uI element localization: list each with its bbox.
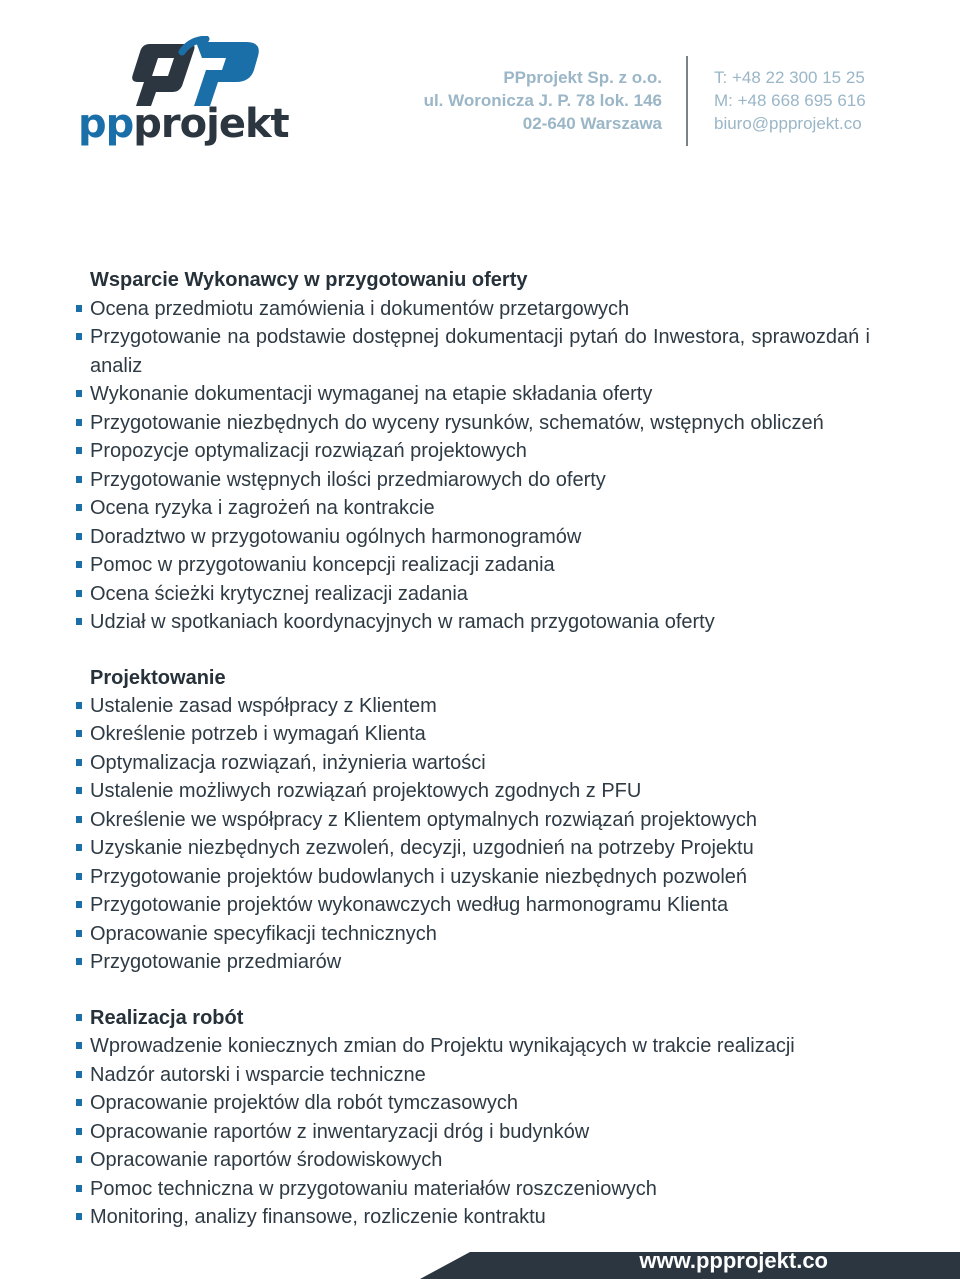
bullet-icon: [76, 1156, 82, 1163]
bullet-icon: [76, 333, 82, 340]
bullet-icon: [76, 1014, 82, 1021]
page-header: [0, 0, 960, 170]
list-item: Przygotowanie na podstawie dostępnej dokumentacji pytań do Inwestora, sprawozdań i analiz: [76, 323, 870, 380]
header-divider: [686, 56, 688, 146]
list-item: Ocena przedmiotu zamówienia i dokumentów przetargowych: [76, 295, 870, 323]
list-item: Wykonanie dokumentacji wymaganej na etapie składania oferty: [76, 380, 870, 408]
list-item: Doradztwo w przygotowaniu ogólnych harmonogramów: [76, 523, 870, 551]
bullet-icon: [76, 618, 82, 625]
bullet-icon: [76, 958, 82, 965]
bullet-icon: [76, 419, 82, 426]
list-item: Uzyskanie niezbędnych zezwoleń, decyzji, uzgodnień na potrzeby Projektu: [76, 834, 757, 862]
list-item: Opracowanie projektów dla robót tymczasowych: [76, 1089, 795, 1117]
section-title-projektowanie: Projektowanie: [90, 667, 226, 689]
bullet-icon: [76, 533, 82, 540]
company-street: ul. Woronicza J. P. 78 lok. 146: [423, 91, 662, 110]
section-title-realizacja: Realizacja robót: [76, 1004, 795, 1032]
bullet-icon: [76, 390, 82, 397]
list-item: Określenie potrzeb i wymagań Klienta: [76, 720, 757, 748]
bullet-icon: [76, 1099, 82, 1106]
company-phone[interactable]: T: +48 22 300 15 25: [714, 68, 865, 87]
list-item: Ocena ryzyka i zagrożeń na kontrakcie: [76, 494, 870, 522]
bullet-icon: [76, 504, 82, 511]
list-item: Propozycje optymalizacji rozwiązań projektowych: [76, 437, 870, 465]
bullet-icon: [76, 447, 82, 454]
section-list-realizacja: [76, 1004, 795, 1232]
section-list-wsparcie: [76, 295, 870, 636]
bullet-icon: [76, 759, 82, 766]
list-item: Przygotowanie niezbędnych do wyceny rysunków, schematów, wstępnych obliczeń: [76, 409, 870, 437]
company-name: PPprojekt Sp. z o.o.: [503, 68, 662, 87]
list-item: Pomoc w przygotowaniu koncepcji realizacji zadania: [76, 551, 870, 579]
logo-blue-mark: [194, 42, 259, 106]
list-item: Ustalenie możliwych rozwiązań projektowych zgodnych z PFU: [76, 777, 757, 805]
list-item: Udział w spotkaniach koordynacyjnych w ramach przygotowania oferty: [76, 608, 870, 636]
bullet-icon: [76, 873, 82, 880]
bullet-icon: [76, 476, 82, 483]
bullet-icon: [76, 1128, 82, 1135]
list-item: Opracowanie raportów środowiskowych: [76, 1146, 795, 1174]
section-list-projektowanie: [76, 692, 757, 977]
list-item: Ustalenie zasad współpracy z Klientem: [76, 692, 757, 720]
bullet-icon: [76, 930, 82, 937]
list-item: Nadzór autorski i wsparcie techniczne: [76, 1061, 795, 1089]
footer-website-link[interactable]: www.ppprojekt.co: [639, 1248, 828, 1273]
company-logo: [78, 36, 328, 148]
list-item: Monitoring, analizy finansowe, rozliczenie kontraktu: [76, 1203, 795, 1231]
company-contact: [714, 66, 866, 135]
list-item: Przygotowanie przedmiarów: [76, 948, 757, 976]
list-item: Optymalizacja rozwiązań, inżynieria wartości: [76, 749, 757, 777]
bullet-icon: [76, 305, 82, 312]
list-item: Wprowadzenie koniecznych zmian do Projektu wynikających w trakcie realizacji: [76, 1032, 795, 1060]
company-email[interactable]: biuro@ppprojekt.co: [714, 114, 862, 133]
list-item: Ocena ścieżki krytycznej realizacji zadania: [76, 580, 870, 608]
bullet-icon: [76, 730, 82, 737]
bullet-icon: [76, 1185, 82, 1192]
bullet-icon: [76, 844, 82, 851]
company-address: [424, 66, 662, 135]
bullet-icon: [76, 561, 82, 568]
list-item: Opracowanie raportów z inwentaryzacji dróg i budynków: [76, 1118, 795, 1146]
bullet-icon: [76, 901, 82, 908]
bullet-icon: [76, 702, 82, 709]
list-item: Przygotowanie projektów budowlanych i uzyskanie niezbędnych pozwoleń: [76, 863, 757, 891]
bullet-icon: [76, 816, 82, 823]
list-item: Pomoc techniczna w przygotowaniu materiałów roszczeniowych: [76, 1175, 795, 1203]
list-item: Opracowanie specyfikacji technicznych: [76, 920, 757, 948]
company-city: 02-640 Warszawa: [522, 114, 662, 133]
section-title-wsparcie: Wsparcie Wykonawcy w przygotowaniu oferty: [90, 269, 528, 291]
bullet-icon: [76, 787, 82, 794]
bullet-icon: [76, 590, 82, 597]
list-item: Określenie we współpracy z Klientem optymalnych rozwiązań projektowych: [76, 806, 757, 834]
bullet-icon: [76, 1042, 82, 1049]
bullet-icon: [76, 1213, 82, 1220]
list-item: Przygotowanie wstępnych ilości przedmiarowych do oferty: [76, 466, 870, 494]
bullet-icon: [76, 1071, 82, 1078]
company-mobile[interactable]: M: +48 668 695 616: [714, 91, 866, 110]
logo-wordmark: ppprojekt: [78, 101, 289, 147]
list-item: Przygotowanie projektów wykonawczych według harmonogramu Klienta: [76, 891, 757, 919]
